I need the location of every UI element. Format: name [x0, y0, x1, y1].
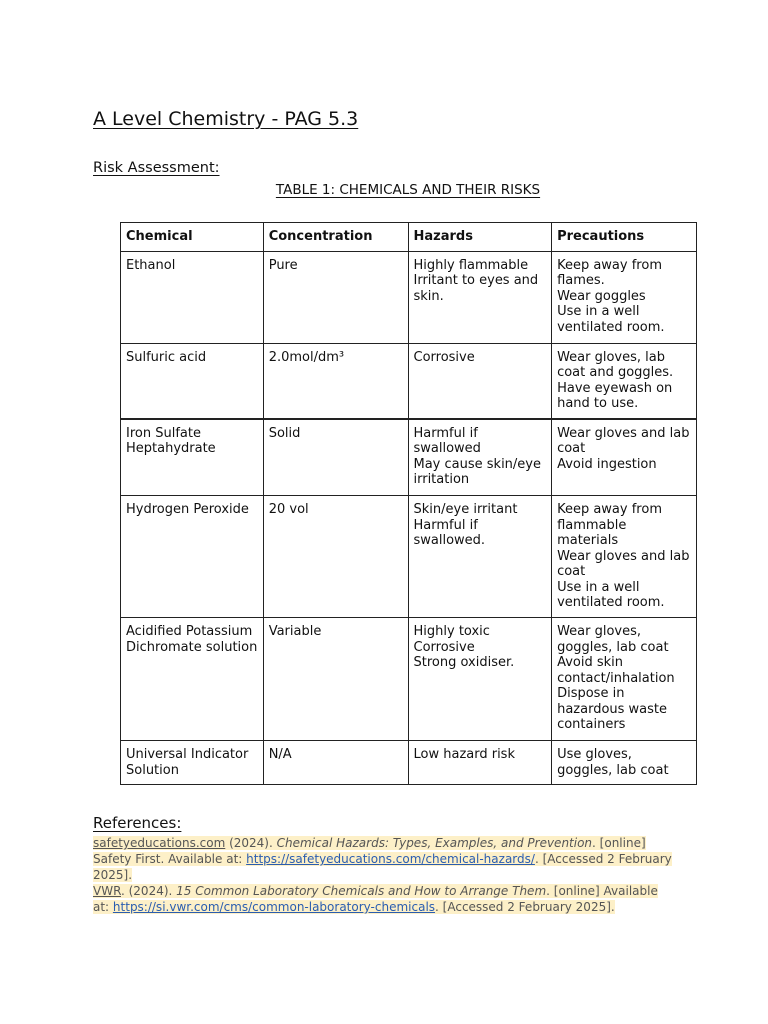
concentration-value: N/A — [268, 747, 292, 762]
reference-entry — [93, 835, 673, 883]
cell-precautions — [552, 419, 697, 496]
reference-year: (2024). — [225, 836, 277, 850]
cell-precautions — [552, 741, 697, 785]
cell-precautions — [552, 496, 697, 618]
reference-accessed: . [Accessed 2 February 2025]. — [435, 900, 615, 914]
cell-chemical — [121, 251, 264, 343]
reference-link[interactable]: https://safetyeducations.com/chemical-hazards/ — [246, 852, 535, 866]
chemical-name: Sulfuric acid — [126, 349, 207, 365]
concentration-value: 20 vol — [268, 502, 309, 517]
cell-precautions — [552, 343, 697, 419]
hazards-text: Low hazard risk — [413, 747, 515, 762]
cell-precautions — [552, 251, 697, 343]
table-row — [121, 343, 697, 419]
cell-chemical — [121, 741, 264, 785]
precautions-text: Keep away from flames. Wear goggles Use in a well ventilated room. — [557, 257, 665, 335]
precautions-text: Wear gloves, lab coat and goggles. Have eyewash on hand to use. — [557, 349, 674, 411]
chemical-name: Acidified Potassium Dichromate solution — [126, 624, 258, 655]
chemical-name: Universal Indicator Solution — [126, 747, 249, 778]
risk-assessment-table — [120, 222, 697, 785]
concentration-value: Solid — [268, 425, 301, 441]
references-heading: References: — [93, 814, 182, 832]
cell-chemical — [121, 618, 264, 741]
table-caption: TABLE 1: CHEMICALS AND THEIR RISKS — [275, 182, 541, 198]
precautions-text: Use gloves, goggles, lab coat — [557, 747, 669, 778]
header-hazards: Hazards — [408, 223, 552, 252]
table-row — [121, 251, 697, 343]
table-row — [121, 419, 697, 496]
section-label-risk-assessment: Risk Assessment: — [93, 160, 220, 176]
reference-middle: . [online] Safety First. Available at: — [93, 836, 646, 866]
cell-hazards — [408, 618, 552, 741]
table-row — [121, 741, 697, 785]
cell-chemical — [121, 419, 264, 496]
header-chemical: Chemical — [121, 223, 264, 252]
concentration-value: Pure — [268, 257, 298, 273]
cell-concentration — [263, 251, 408, 343]
header-concentration: Concentration — [263, 223, 408, 252]
hazards-text: Highly flammable Irritant to eyes and skin. — [413, 257, 539, 304]
cell-hazards — [408, 251, 552, 343]
chemical-name: Iron Sulfate Heptahydrate — [126, 425, 216, 456]
page-title: A Level Chemistry - PAG 5.3 — [93, 108, 359, 130]
reference-source: safetyeducations.com — [93, 836, 226, 850]
reference-entry — [93, 883, 673, 915]
table-header-row — [121, 223, 697, 252]
reference-accessed: . [Accessed 2 February 2025]. — [93, 852, 672, 882]
precautions-text: Keep away from flammable materials Wear gloves and lab coat Use in a well ventilated room. — [557, 502, 690, 610]
table-row — [121, 618, 697, 741]
precautions-text: Wear gloves, goggles, lab coat Avoid skin contact/inhalation Dispose in hazardous waste containers — [557, 624, 675, 732]
cell-chemical — [121, 496, 264, 618]
reference-year: . (2024). — [120, 884, 177, 898]
hazards-text: Corrosive — [413, 349, 475, 365]
concentration-value: 2.0mol/dm³ — [268, 349, 345, 365]
cell-hazards — [408, 741, 552, 785]
hazards-text: Highly toxic Corrosive Strong oxidiser. — [413, 624, 515, 670]
reference-middle: . [online] Available at: — [93, 884, 658, 914]
precautions-text: Wear gloves and lab coat Avoid ingestion — [557, 425, 690, 472]
cell-hazards — [408, 343, 552, 419]
cell-concentration — [263, 343, 408, 419]
reference-title: Chemical Hazards: Types, Examples, and Prevention — [276, 836, 593, 850]
cell-hazards — [408, 496, 552, 618]
cell-chemical — [121, 343, 264, 419]
reference-title: 15 Common Laboratory Chemicals and How to Arrange Them — [176, 884, 547, 898]
concentration-value: Variable — [268, 624, 322, 639]
cell-precautions — [552, 618, 697, 741]
cell-concentration — [263, 741, 408, 785]
header-precautions: Precautions — [552, 223, 697, 252]
cell-concentration — [263, 496, 408, 618]
cell-concentration — [263, 419, 408, 496]
hazards-text: Harmful if swallowed May cause skin/eye irritation — [413, 425, 541, 487]
reference-link[interactable]: https://si.vwr.com/cms/common-laboratory-chemicals — [112, 900, 436, 914]
cell-concentration — [263, 618, 408, 741]
reference-source: VWR — [93, 884, 121, 898]
chemical-name: Hydrogen Peroxide — [126, 502, 249, 517]
chemical-name: Ethanol — [126, 257, 176, 273]
cell-hazards — [408, 419, 552, 496]
table-row — [121, 496, 697, 618]
hazards-text: Skin/eye irritant Harmful if swallowed. — [413, 502, 518, 548]
